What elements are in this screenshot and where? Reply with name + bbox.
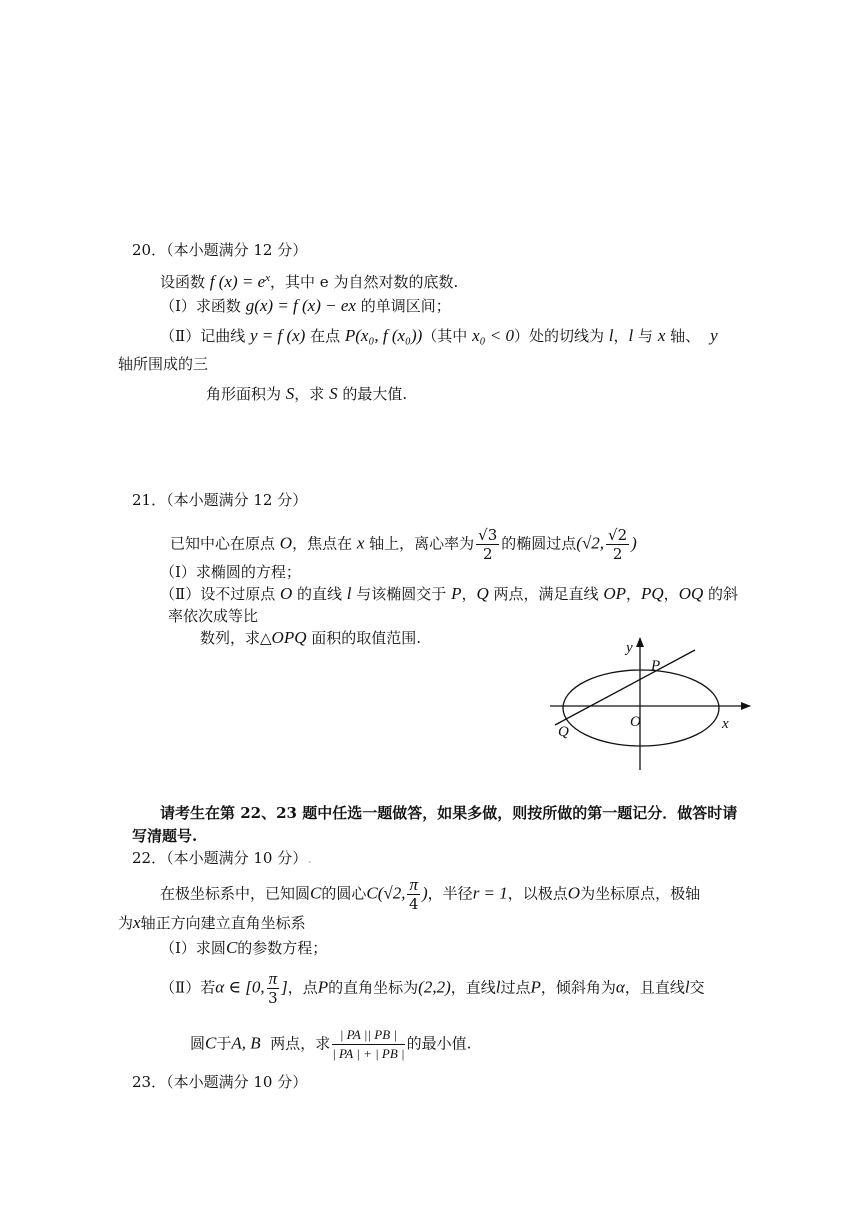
q22-part2-text-f: ，倾斜角为: [540, 978, 616, 997]
q22-part2-text-b: ，点: [287, 978, 318, 997]
q21-point-denominator: 2: [612, 545, 623, 563]
q22-ratio-denominator: | PA | + | PB |: [332, 1046, 405, 1061]
q21-intro-text-c: 轴上，离心率为: [364, 534, 475, 553]
q21-point-close: ): [631, 533, 637, 553]
q22-intro-text-b: 的圆心: [321, 884, 367, 903]
q21-figure-label-o: O: [630, 714, 641, 730]
q22-center-close: ): [422, 883, 428, 903]
q21-part2-point-q: Q: [476, 584, 489, 603]
q22-intro-circle: C: [310, 883, 322, 903]
q22-last-text-c: 两点，求: [260, 1034, 331, 1053]
q21-part2-line-op: OP: [603, 584, 626, 603]
q20-header: 20．（本小题满分 12 分）: [132, 241, 308, 259]
q21-intro: [170, 526, 637, 563]
q22-part1-circle: C: [225, 938, 238, 957]
q21-intro-text-a: 已知中心在原点: [170, 534, 280, 553]
q21-part2-triangle: OPQ: [271, 628, 307, 647]
q20-intro-text-a: 设函数: [160, 273, 210, 291]
q22-intro-text-a: 在极坐标系中，已知圆: [160, 884, 311, 903]
q22-part2-interval-close: ]: [281, 977, 288, 997]
choice-instruction-line1: 请考生在第 22、23 题中任选一题做答，如果多做，则按所做的第一题记分．做答时请: [160, 804, 738, 822]
q21-figure-label-p: P: [651, 658, 661, 674]
q21-point-open: (√2,: [576, 533, 605, 553]
q22-part1: [160, 938, 327, 958]
q22-part2-text-d: ，直线: [450, 978, 496, 997]
q21-part2-continued: 率依次成等比: [168, 607, 259, 625]
q20-part2-last-text-b: ，求: [294, 385, 330, 403]
q22-center-fraction: [407, 876, 420, 913]
q22-part2-text-g: ，且直线: [624, 978, 685, 997]
q22-part2-text-e: 过点: [500, 978, 531, 997]
q20-part2: [160, 326, 718, 346]
q22-last-text-d: 的最小值.: [406, 1034, 472, 1053]
q21-intro-x-axis: x: [356, 533, 365, 553]
q21-part2-last-text-a: 数列，求△: [200, 629, 272, 647]
q22-part2-coordinates: (2,2): [418, 977, 451, 997]
q21-part2-text-c: 与该椭圆交于: [351, 585, 452, 603]
q20-part1-text-b: 的单调区间；: [355, 297, 451, 315]
q21-part2-text-g: ，: [663, 585, 679, 603]
q21-part2-text-f: ，: [625, 585, 641, 603]
q20-part2-condition: x₀ < 0: [472, 326, 515, 345]
q20-part2-text-f: 与: [633, 327, 658, 345]
q22-part2-text-c: 的直角坐标为: [328, 978, 419, 997]
q20-part2-point: P(x₀, f (x₀)): [344, 326, 423, 345]
q20-part2-text-b: 在点: [305, 327, 345, 345]
q22-ratio-fraction: [332, 1026, 404, 1063]
q21-part2-line-oq: OQ: [678, 584, 704, 603]
q21-eccentricity-denominator: 2: [482, 545, 493, 563]
q21-figure-label-y: y: [626, 640, 633, 656]
q22-intro-continued: [118, 913, 306, 933]
q21-intro-text-b: ，焦点在: [292, 534, 357, 553]
q20-part2-tangent-2: l: [628, 326, 634, 345]
q22-part2-angle: α: [615, 977, 625, 997]
q22-part2-text-h: 交: [689, 978, 705, 997]
q20-part2-text-e: ，: [613, 327, 629, 345]
q20-part2-x-axis: x: [657, 326, 666, 345]
q20-part2-tangent: l: [608, 326, 614, 345]
q22-line2-x-axis: x: [133, 913, 141, 932]
q21-part2-text-e: 两点，满足直线: [488, 585, 604, 603]
q22-line2-text-a: 为: [118, 914, 134, 932]
q20-part2-text-g: 轴、: [665, 327, 701, 345]
q21-part2-last-text-b: 面积的取值范围.: [306, 629, 422, 647]
choice-instruction-line2: 写清题号.: [132, 827, 198, 845]
q22-intro-text-c: ，半径: [427, 884, 473, 903]
q22-header: [132, 848, 312, 868]
q21-part2-line: l: [346, 584, 352, 603]
q22-part2-point-p-2: P: [530, 977, 541, 997]
q21-part2-point-p: P: [451, 584, 462, 603]
q22-line2-text-b: 轴正方向建立直角坐标系: [140, 914, 306, 932]
q22-last-points: A, B: [231, 1033, 261, 1053]
q22-header-text: 22．（本小题满分 10 分）: [132, 849, 308, 867]
q20-part2-area: S: [285, 384, 295, 403]
q21-part2-text-d: ，: [461, 585, 477, 603]
q20-part2-last-text-a: 角形面积为: [206, 385, 286, 403]
q22-part2-denominator: 3: [268, 989, 278, 1007]
q22-part2-last: [190, 1026, 471, 1063]
q21-part1: （Ⅰ）求椭圆的方程；: [160, 563, 301, 581]
q22-last-text-b: 于: [216, 1034, 232, 1053]
q21-part2-text-h: 的斜: [703, 585, 739, 603]
q22-intro-text-e: 为坐标原点，极轴: [580, 884, 701, 903]
q22-last-circle: C: [205, 1033, 217, 1053]
q20-part2-last-text-c: 的最大值.: [337, 385, 408, 403]
q21-intro-origin: O: [279, 533, 293, 553]
q20-intro: [160, 268, 458, 292]
q21-ellipse-figure: [540, 630, 760, 775]
q21-point-numerator: √2: [608, 526, 628, 544]
q22-intro-text-d: ，以极点: [507, 884, 568, 903]
q21-eccentricity-fraction: [476, 526, 499, 563]
q22-intro-pole: O: [567, 883, 581, 903]
q20-part2-continued: 轴所围成的三: [118, 355, 209, 373]
q20-intro-text-b: ，其中 e 为自然对数的底数.: [270, 273, 459, 291]
q22-center-denominator: 4: [408, 895, 419, 913]
q22-part2-point-p: P: [317, 977, 329, 997]
q20-part2-text-c: （其中: [422, 327, 473, 345]
q20-part2-text-a: （Ⅱ）记曲线: [160, 327, 250, 345]
q21-header: 21．（本小题满分 12 分）: [132, 491, 308, 509]
q21-part2-text-b: 的直线: [292, 585, 347, 603]
q21-part2-line-pq: PQ: [641, 584, 664, 603]
q22-intro: [160, 876, 700, 913]
q21-intro-text-d: 的椭圆过点: [501, 534, 577, 553]
q21-figure-label-x: x: [722, 716, 729, 732]
q20-part1: [160, 296, 451, 316]
q21-figure-label-q: Q: [558, 724, 569, 740]
q20-part1-text-a: （Ⅰ）求函数: [160, 297, 246, 315]
q20-part2-text-d: ）处的切线为: [514, 327, 609, 345]
q22-center-open: C(√2,: [366, 883, 406, 903]
q20-part2-curve: y = f (x): [249, 326, 306, 345]
q20-part2-area-2: S: [329, 384, 338, 403]
q22-part2-numerator: π: [268, 969, 278, 988]
q22-part1-text-a: （Ⅰ）求圆: [160, 939, 226, 957]
q22-part2-interval-open: α ∈ [0,: [215, 977, 265, 997]
q20-part2-last: [206, 384, 407, 404]
q20-intro-function: f (x) = e: [209, 272, 266, 291]
q21-part2-text-a: （Ⅱ）设不过原点: [160, 585, 280, 603]
q22-part1-text-b: 的参数方程；: [237, 939, 328, 957]
q20-intro-exponent: x: [265, 272, 271, 284]
q22-center-numerator: π: [409, 875, 418, 894]
q22-part2-text-a: （Ⅱ）若: [160, 978, 216, 997]
q20-part1-function: g(x) = f (x) − ex: [245, 296, 356, 315]
q21-part2: [160, 584, 738, 604]
q21-part2-last: [200, 628, 421, 648]
q23-header: 23．（本小题满分 10 分）: [132, 1073, 308, 1091]
q22-part2-line: l: [495, 977, 501, 997]
q20-part2-y-axis: y: [710, 326, 718, 345]
q21-part2-origin: O: [279, 584, 293, 603]
q22-ratio-numerator: | PA || PB |: [332, 1026, 404, 1045]
q21-eccentricity-numerator: √3: [478, 526, 498, 544]
q22-part2-line-2: l: [684, 977, 690, 997]
q22-part2: [160, 970, 705, 1007]
q22-header-mark: .: [307, 849, 312, 867]
q22-last-text-a: 圆: [190, 1034, 206, 1053]
q22-intro-radius: r = 1: [472, 883, 508, 903]
q21-point-fraction: [606, 526, 629, 563]
q22-part2-fraction: [267, 970, 280, 1007]
